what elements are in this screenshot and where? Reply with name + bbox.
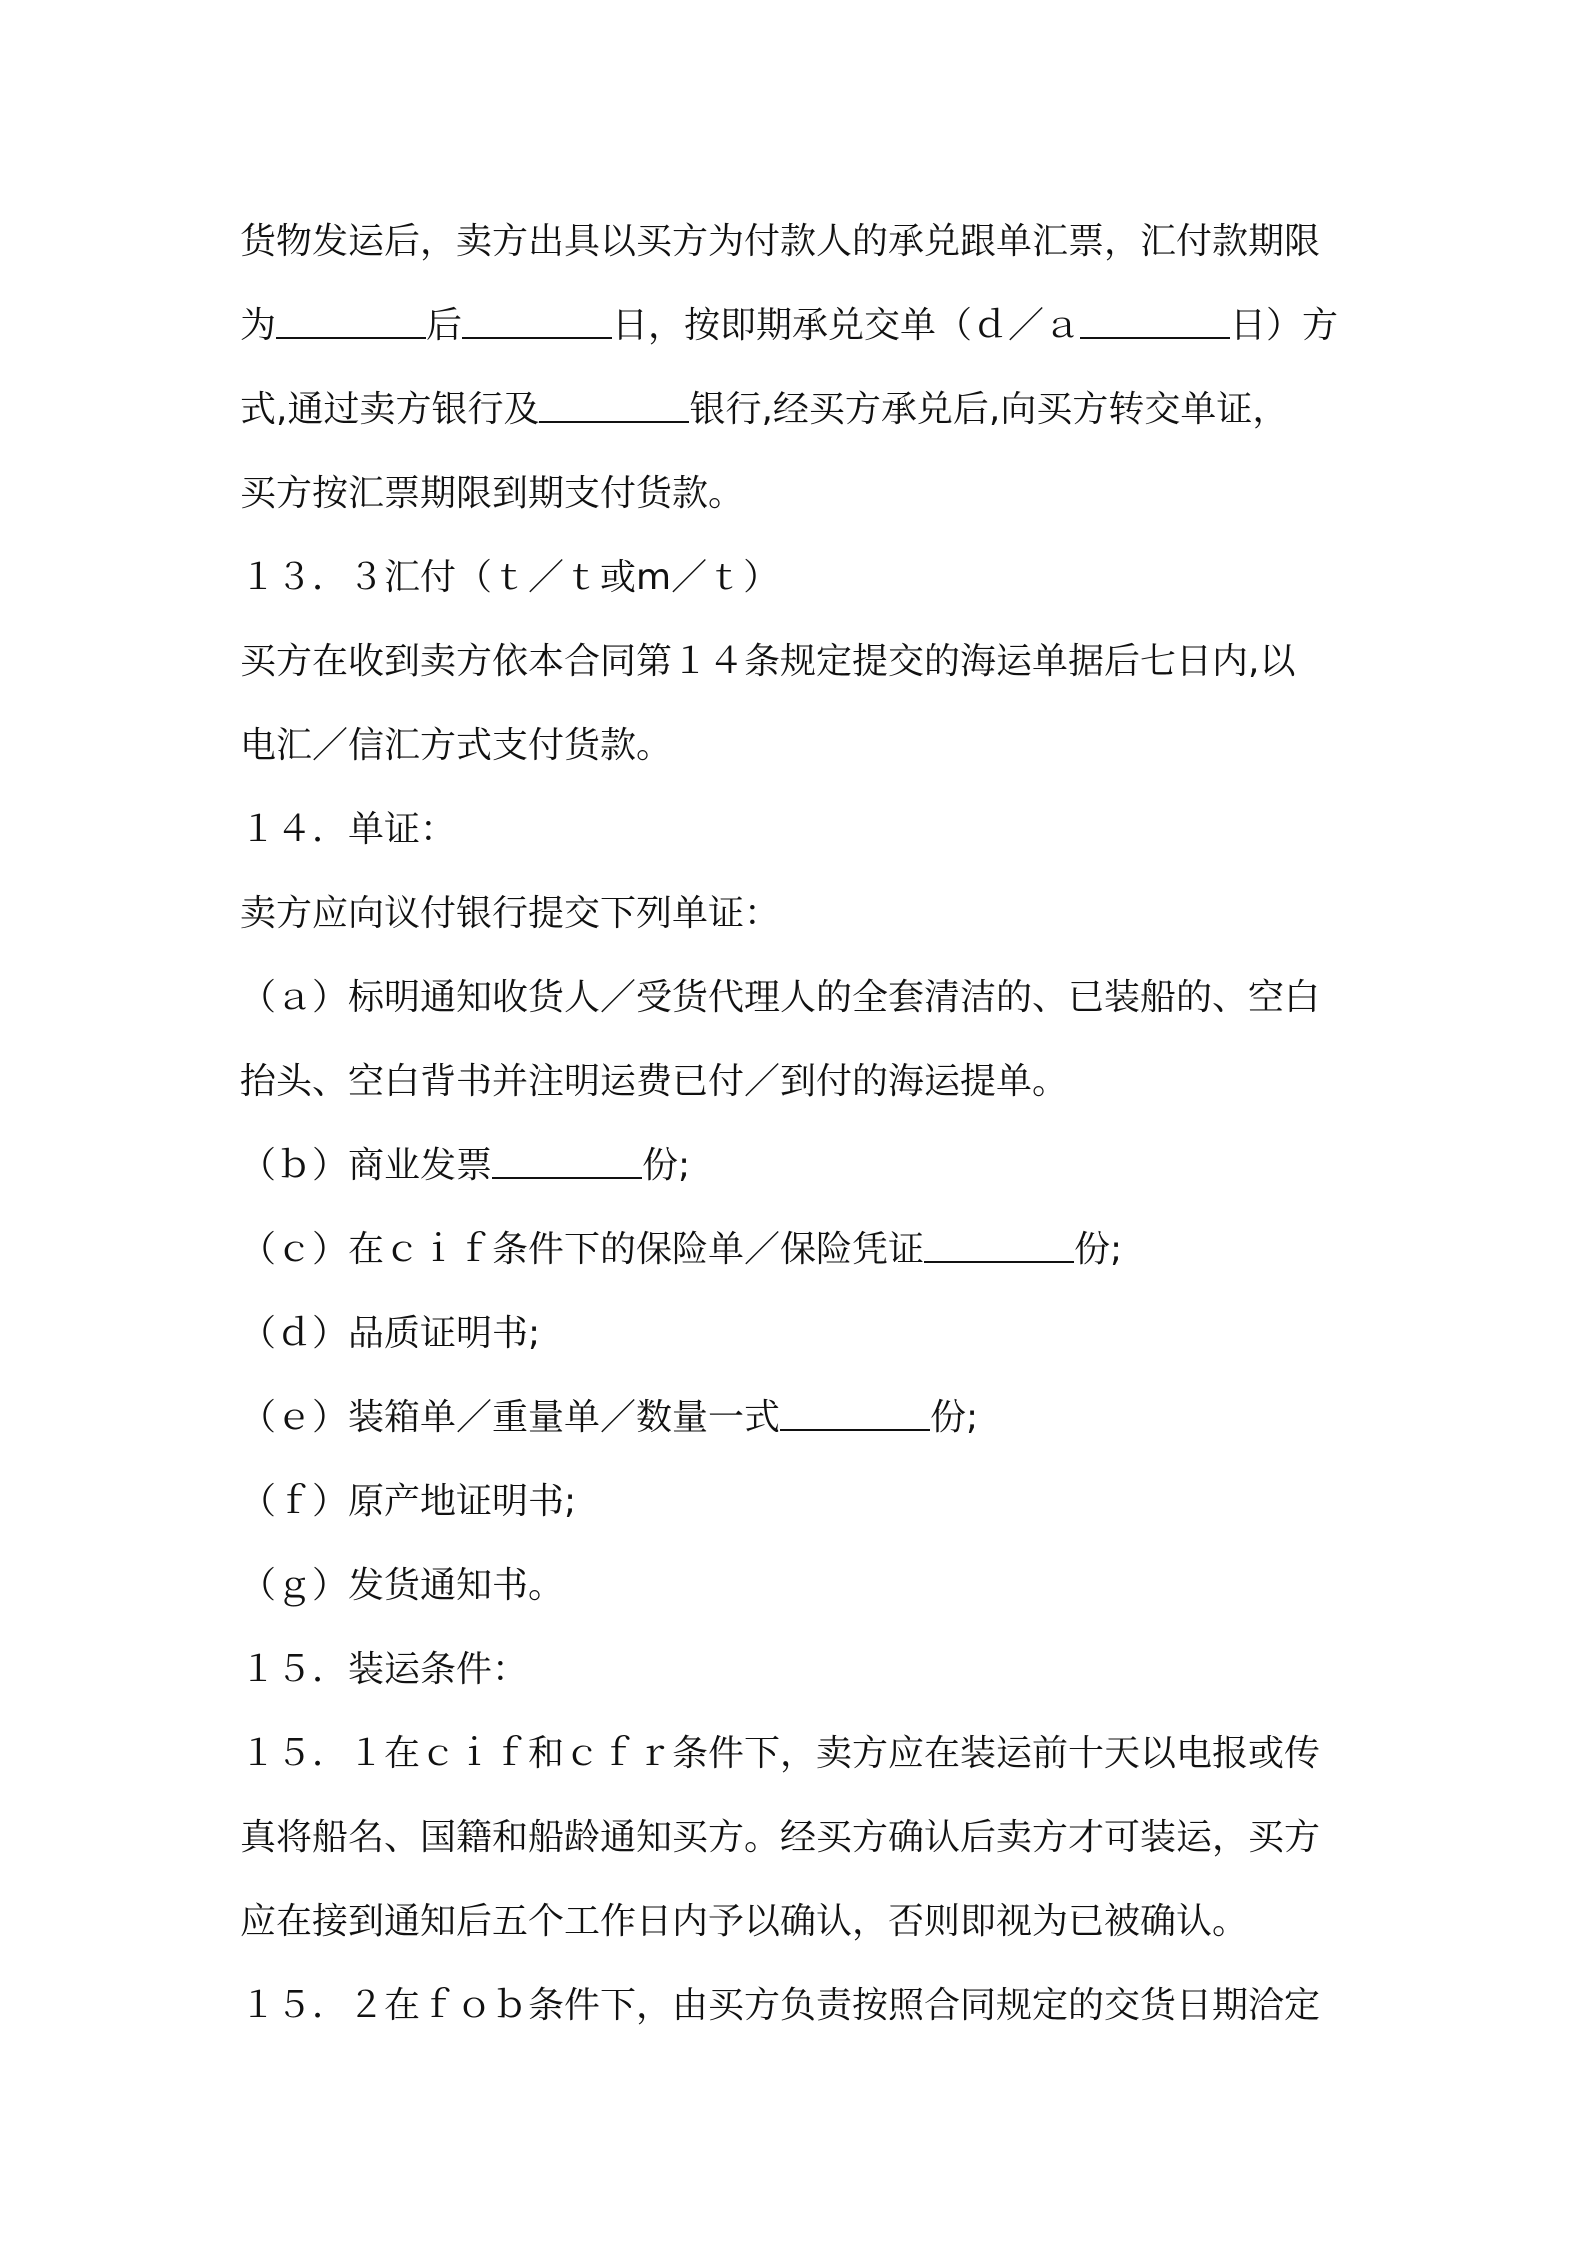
text-line <box>240 452 1360 536</box>
paragraph-text: 真将船名、国籍和船龄通知买方。经买方确认后卖方才可装运，买方 <box>240 1817 1321 1858</box>
text-line <box>240 1880 1360 1964</box>
paragraph-text: １５．２在ｆｏｂ条件下，由买方负责按照合同规定的交货日期洽定 <box>240 1985 1321 2026</box>
document-page <box>240 200 1360 2048</box>
paragraph-text: 应在接到通知后五个工作日内予以确认，否则即视为已被确认。 <box>240 1901 1249 1942</box>
text-line <box>240 284 1360 368</box>
list-item-text: 份; <box>1074 1229 1123 1270</box>
fill-in-blank <box>1080 307 1230 339</box>
paragraph-text: 日）方 <box>1230 305 1339 346</box>
paragraph-text: 式,通过卖方银行及 <box>240 389 540 430</box>
fill-in-blank <box>539 391 689 423</box>
paragraph-text: 买方在收到卖方依本合同第１４条规定提交的海运单据后七日内,以 <box>240 641 1296 682</box>
paragraph-text: 抬头、空白背书并注明运费已付／到付的海运提单。 <box>240 1061 1069 1102</box>
list-item-text: （ｄ）品质证明书; <box>240 1313 541 1354</box>
list-item-text: （ｆ）原产地证明书; <box>240 1481 577 1522</box>
list-item-text: （ｃ）在ｃｉｆ条件下的保险单／保险凭证 <box>240 1229 925 1270</box>
text-line <box>240 1796 1360 1880</box>
text-line <box>240 368 1360 452</box>
list-item-text: （ｅ）装箱单／重量单／数量一式 <box>240 1397 781 1438</box>
list-item-text: （ｇ）发货通知书。 <box>240 1565 565 1606</box>
fill-in-blank <box>276 307 426 339</box>
text-line <box>240 200 1360 284</box>
text-line <box>240 1040 1360 1124</box>
paragraph-text: 日，按即期承兑交单（ｄ／ａ <box>612 305 1081 346</box>
list-item-text: （ｂ）商业发票 <box>240 1145 493 1186</box>
paragraph-text: 为 <box>240 305 277 346</box>
paragraph-text: 后 <box>426 305 463 346</box>
section-heading <box>240 536 1360 620</box>
paragraph-text: 买方按汇票期限到期支付货款。 <box>240 473 745 514</box>
list-item <box>240 1292 1360 1376</box>
fill-in-blank <box>780 1399 930 1431</box>
fill-in-blank <box>924 1231 1074 1263</box>
list-item <box>240 956 1360 1040</box>
paragraph-text: 卖方应向议付银行提交下列单证： <box>240 893 781 934</box>
text-line <box>240 704 1360 788</box>
paragraph-text: １５．１在ｃｉｆ和ｃｆｒ条件下，卖方应在装运前十天以电报或传 <box>240 1733 1321 1774</box>
heading-text: １４．单证： <box>240 809 457 850</box>
text-line <box>240 872 1360 956</box>
list-item-text: 份; <box>642 1145 691 1186</box>
heading-text: １５．装运条件： <box>240 1649 529 1690</box>
heading-text: １３．３汇付（ｔ／ｔ或m／ｔ） <box>240 557 780 598</box>
list-item-text: （ａ）标明通知收货人／受货代理人的全套清洁的、已装船的、空白 <box>240 977 1321 1018</box>
list-item <box>240 1124 1360 1208</box>
fill-in-blank <box>492 1147 642 1179</box>
list-item-text: 份; <box>930 1397 979 1438</box>
list-item <box>240 1460 1360 1544</box>
paragraph-text: 货物发运后，卖方出具以买方为付款人的承兑跟单汇票，汇付款期限 <box>240 221 1321 262</box>
paragraph-text: 电汇／信汇方式支付货款。 <box>240 725 673 766</box>
fill-in-blank <box>462 307 612 339</box>
list-item <box>240 1376 1360 1460</box>
text-line <box>240 620 1360 704</box>
text-line <box>240 1964 1360 2048</box>
list-item <box>240 1544 1360 1628</box>
section-heading <box>240 1628 1360 1712</box>
list-item <box>240 1208 1360 1292</box>
paragraph-text: 银行,经买方承兑后,向买方转交单证， <box>689 389 1289 430</box>
text-line <box>240 1712 1360 1796</box>
section-heading <box>240 788 1360 872</box>
